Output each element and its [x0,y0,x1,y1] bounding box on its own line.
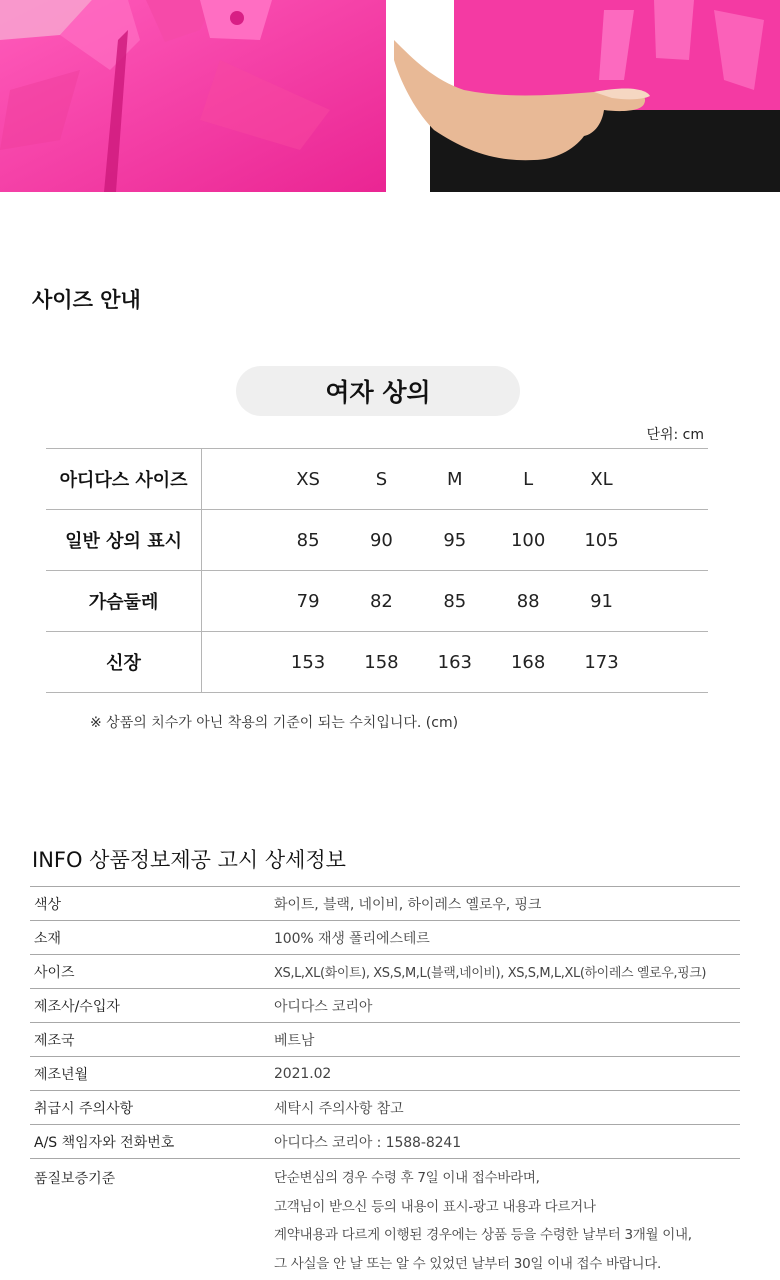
size-header-row [46,449,708,510]
row-label: 신장 [46,632,202,693]
info-table [30,886,740,1280]
value-cell: 79 [271,571,344,632]
info-row-quality [30,1159,740,1280]
value-cell: 168 [491,632,564,693]
info-value: 2021.02 [270,1057,740,1091]
value-cell: 105 [565,510,638,571]
info-value: 베트남 [270,1023,740,1057]
info-row [30,1057,740,1091]
spacer-cell [638,449,708,510]
info-value: 100% 재생 폴리에스테르 [270,921,740,955]
info-title: INFO 상품정보제공 고시 상세정보 [32,848,346,872]
quality-line: 단순변심의 경우 수령 후 7일 이내 접수바라며, [274,1170,540,1186]
info-key: 사이즈 [30,955,270,989]
value-cell: 153 [271,632,344,693]
size-cell: XL [565,449,638,510]
info-value: 아디다스 코리아 [270,989,740,1023]
value-cell: 163 [418,632,491,693]
size-table-title: 여자 상의 [236,366,520,416]
spacer-cell [638,510,708,571]
info-value: 세탁시 주의사항 참고 [270,1091,740,1125]
info-row [30,955,740,989]
row-label: 아디다스 사이즈 [46,449,202,510]
product-photo-collar [0,0,386,192]
value-cell: 85 [271,510,344,571]
size-row [46,510,708,571]
info-value: XS,L,XL(화이트), XS,S,M,L(블랙,네이비), XS,S,M,L,XL(하이레스 옐로우,핑크) [270,955,740,989]
info-key: 색상 [30,887,270,921]
info-key: 제조사/수입자 [30,989,270,1023]
info-row [30,1125,740,1159]
quality-line: 그 사실을 안 날 또는 알 수 있었던 날부터 30일 이내 접수 바랍니다. [274,1255,661,1272]
info-value: 화이트, 블랙, 네이비, 하이레스 옐로우, 핑크 [270,887,740,921]
value-cell: 90 [345,510,418,571]
quality-line: 고객님이 받으신 등의 내용이 표시-광고 내용과 다르거나 [274,1198,596,1215]
info-key: 품질보증기준 [30,1159,270,1280]
size-row [46,571,708,632]
size-row [46,632,708,693]
info-key: A/S 책임자와 전화번호 [30,1125,270,1159]
size-note: ※ 상품의 치수가 아닌 착용의 기준이 되는 수치입니다. (cm) [90,715,459,731]
value-cell: 100 [491,510,564,571]
info-row [30,921,740,955]
info-row [30,989,740,1023]
size-cell: L [491,449,564,510]
info-row [30,887,740,921]
product-photo-hem [394,0,780,192]
value-cell: 95 [418,510,491,571]
size-cell: S [345,449,418,510]
size-guide-title: 사이즈 안내 [32,288,141,312]
info-row [30,1091,740,1125]
collar-illustration [0,0,386,192]
spacer-cell [638,632,708,693]
row-label: 가슴둘레 [46,571,202,632]
hem-hand-illustration [394,0,780,192]
value-cell: 82 [345,571,418,632]
info-key: 취급시 주의사항 [30,1091,270,1125]
row-label: 일반 상의 표시 [46,510,202,571]
value-cell: 91 [565,571,638,632]
quality-line: 계약내용과 다르게 이행된 경우에는 상품 등을 수령한 날부터 3개월 이내, [274,1227,692,1243]
info-key: 제조국 [30,1023,270,1057]
info-value: 아디다스 코리아 : 1588-8241 [270,1125,740,1159]
spacer-cell [202,571,272,632]
value-cell: 158 [345,632,418,693]
info-key: 소재 [30,921,270,955]
product-photos [0,0,780,192]
info-row [30,1023,740,1057]
value-cell: 85 [418,571,491,632]
spacer-cell [202,510,272,571]
info-key: 제조년월 [30,1057,270,1091]
size-cell: M [418,449,491,510]
info-value-quality [270,1159,740,1280]
value-cell: 88 [491,571,564,632]
size-table-unit: 단위: cm [646,427,704,443]
size-cell: XS [271,449,344,510]
spacer-cell [638,571,708,632]
spacer-cell [202,449,272,510]
spacer-cell [202,632,272,693]
value-cell: 173 [565,632,638,693]
size-table [46,448,708,693]
